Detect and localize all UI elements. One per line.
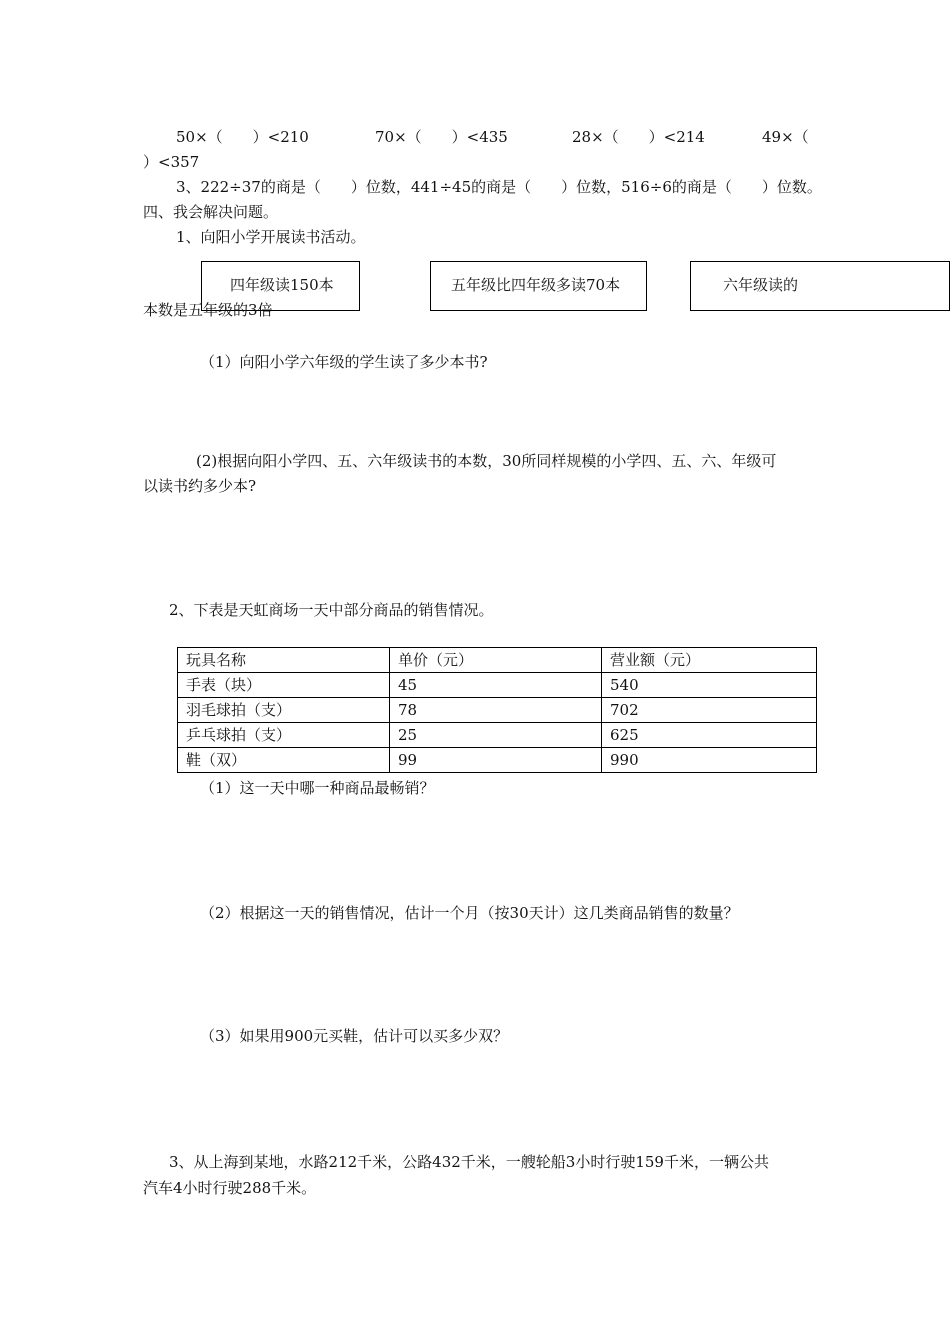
problem-3-line-1: 3、从上海到某地，水路212千米，公路432千米，一艘轮船3小时行驶159千米，一辆公共 bbox=[169, 1153, 769, 1171]
table-header-cell: 单价（元） bbox=[390, 648, 602, 673]
info-box-grade-6-text: 六年级读的 bbox=[723, 276, 799, 294]
table-header-cell: 玩具名称 bbox=[178, 648, 390, 673]
info-box-grade-4-text: 四年级读150本 bbox=[230, 276, 334, 294]
question-3-quotient-digits: 3、222÷37的商是（ ）位数，441÷45的商是（ ）位数，516÷6的商是（ ）位数。 bbox=[176, 178, 822, 196]
problem-1-sub-2-line-1: (2)根据向阳小学四、五、六年级读书的本数，30所同样规模的小学四、五、六、年级可 bbox=[196, 452, 777, 470]
inequality-2: 70×（ ）<435 bbox=[375, 128, 508, 146]
table-row bbox=[178, 698, 817, 723]
info-box-grade-5-text: 五年级比四年级多读70本 bbox=[451, 276, 621, 294]
table-header-cell: 营业额（元） bbox=[602, 648, 817, 673]
inequality-1: 50×（ ）<210 bbox=[176, 128, 309, 146]
info-box-grade-6-tail: 本数是五年级的3倍 bbox=[143, 301, 273, 319]
table-cell: 羽毛球拍（支） bbox=[178, 698, 390, 723]
table-cell: 45 bbox=[390, 673, 602, 698]
table-cell: 鞋（双） bbox=[178, 748, 390, 773]
problem-1-sub-1: （1）向阳小学六年级的学生读了多少本书? bbox=[200, 353, 488, 371]
table-cell: 25 bbox=[390, 723, 602, 748]
problem-1-sub-2-line-2: 以读书约多少本? bbox=[143, 477, 257, 495]
problem-2-intro: 2、下表是天虹商场一天中部分商品的销售情况。 bbox=[169, 601, 494, 619]
problem-2-sub-1: （1）这一天中哪一种商品最畅销？ bbox=[200, 779, 435, 797]
inequality-4: 49×（ bbox=[762, 128, 809, 146]
table-row bbox=[178, 723, 817, 748]
info-box-grade-5 bbox=[430, 261, 647, 311]
problem-3-line-2: 汽车4小时行驶288千米。 bbox=[143, 1179, 317, 1197]
inequality-3: 28×（ ）<214 bbox=[572, 128, 705, 146]
table-cell: 手表（块） bbox=[178, 673, 390, 698]
table-cell: 78 bbox=[390, 698, 602, 723]
table-cell: 99 bbox=[390, 748, 602, 773]
table-row bbox=[178, 673, 817, 698]
problem-2-sub-3: （3）如果用900元买鞋，估计可以买多少双？ bbox=[200, 1027, 509, 1045]
table-cell: 540 bbox=[602, 673, 817, 698]
table-cell: 乒乓球拍（支） bbox=[178, 723, 390, 748]
inequality-4-wrap: ）<357 bbox=[143, 153, 200, 171]
problem-1-intro: 1、向阳小学开展读书活动。 bbox=[176, 228, 366, 246]
table-cell: 990 bbox=[602, 748, 817, 773]
table-cell: 702 bbox=[602, 698, 817, 723]
problem-2-sub-2: （2）根据这一天的销售情况，估计一个月（按30天计）这几类商品销售的数量？ bbox=[200, 904, 739, 922]
table-header-row bbox=[178, 648, 817, 673]
table-cell: 625 bbox=[602, 723, 817, 748]
section-4-title: 四、我会解决问题。 bbox=[143, 203, 279, 221]
table-row bbox=[178, 748, 817, 773]
info-box-grade-6 bbox=[690, 261, 950, 311]
sales-table bbox=[177, 647, 817, 773]
